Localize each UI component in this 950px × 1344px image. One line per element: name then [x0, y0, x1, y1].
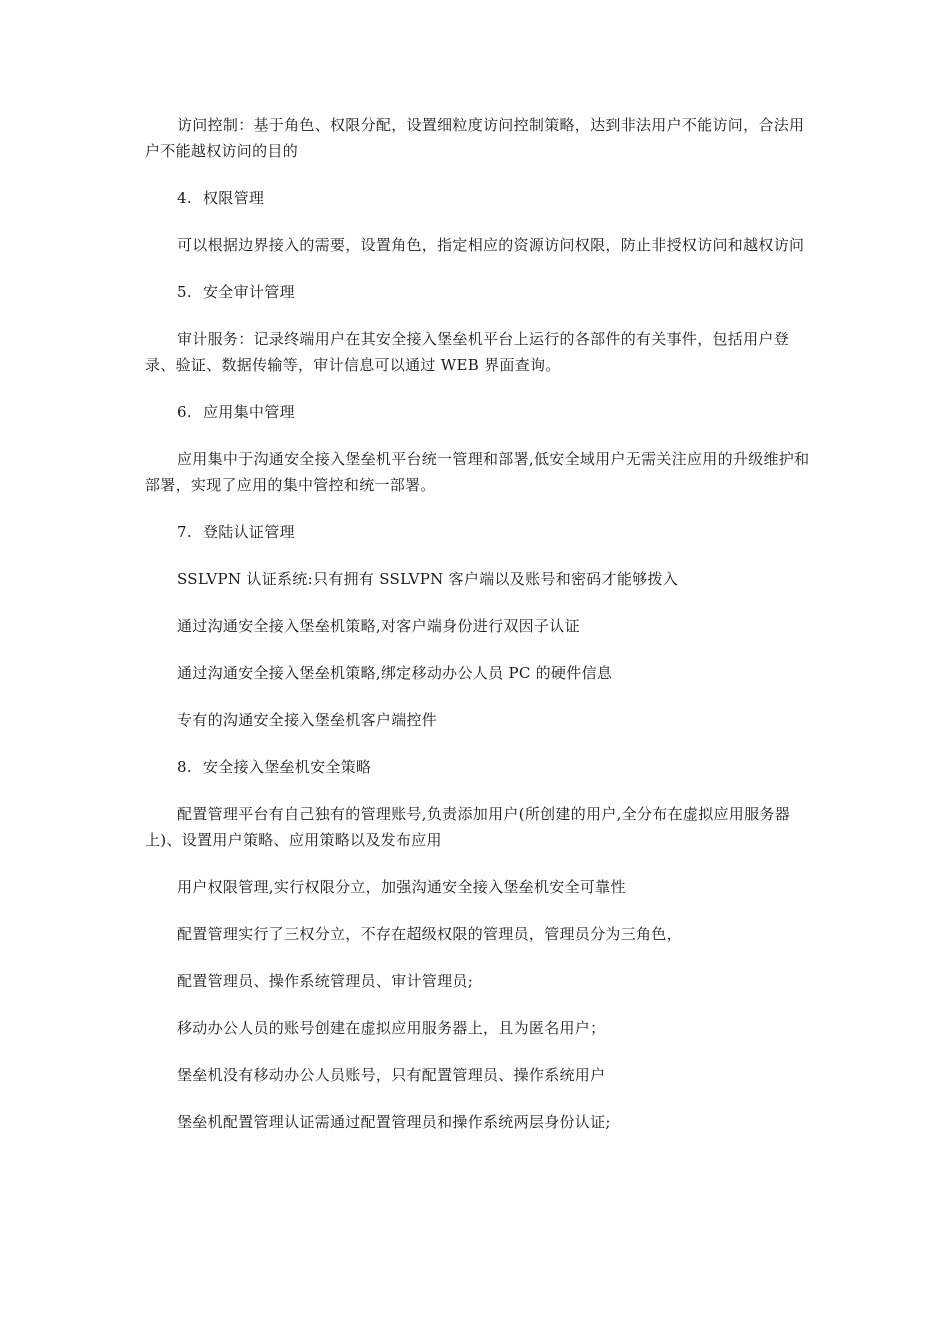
- paragraph-client-control: 专有的沟通安全接入堡垒机客户端控件: [177, 711, 438, 729]
- heading-permission-management: [145, 185, 810, 211]
- paragraph-no-mobile-accounts: 堡垒机没有移动办公人员账号，只有配置管理员、操作系统用户: [177, 1066, 606, 1084]
- heading-security-audit: [145, 279, 810, 305]
- heading-text: 登陆认证管理: [203, 523, 295, 541]
- heading-number: 8.: [177, 758, 192, 776]
- document-body: [145, 112, 810, 1156]
- heading-bastion-policy: [145, 754, 810, 780]
- paragraph-audit-service: 审计服务：记录终端用户在其安全接入堡垒机平台上运行的各部件的有关事件，包括用户登录、验证、数据传输等，审计信息可以通过 WEB 界面查询。: [145, 330, 790, 374]
- heading-number: 4.: [177, 189, 192, 207]
- heading-number: 5.: [177, 283, 192, 301]
- paragraph-access-control: 访问控制：基于角色、权限分配，设置细粒度访问控制策略，达到非法用户不能访问，合法用户不能越权访问的目的: [145, 116, 805, 160]
- paragraph-permission-desc: 可以根据边界接入的需要，设置角色，指定相应的资源访问权限，防止非授权访问和越权访问: [177, 236, 805, 254]
- paragraph-anonymous-users: 移动办公人员的账号创建在虚拟应用服务器上，且为匿名用户；: [177, 1019, 606, 1037]
- paragraph-three-roles: 配置管理实行了三权分立，不存在超级权限的管理员，管理员分为三角色，: [177, 925, 682, 943]
- heading-text: 安全审计管理: [203, 283, 295, 301]
- heading-login-auth: [145, 519, 810, 545]
- heading-number: 6.: [177, 403, 192, 421]
- heading-number: 7.: [177, 523, 192, 541]
- paragraph-sslvpn: SSLVPN 认证系统:只有拥有 SSLVPN 客户端以及账号和密码才能够拨入: [177, 570, 679, 588]
- paragraph-two-layer-auth: 堡垒机配置管理认证需通过配置管理员和操作系统两层身份认证;: [177, 1113, 611, 1131]
- heading-text: 应用集中管理: [203, 403, 295, 421]
- heading-text: 权限管理: [203, 189, 265, 207]
- paragraph-two-factor: 通过沟通安全接入堡垒机策略,对客户端身份进行双因子认证: [177, 617, 580, 635]
- heading-app-centralized: [145, 399, 810, 425]
- paragraph-config-platform: 配置管理平台有自己独有的管理账号,负责添加用户(所创建的用户,全分布在虚拟应用服务器上)、设置用户策略、应用策略以及发布应用: [145, 805, 790, 849]
- paragraph-user-permission: 用户权限管理,实行权限分立，加强沟通安全接入堡垒机安全可靠性: [177, 878, 626, 896]
- paragraph-hardware-binding: 通过沟通安全接入堡垒机策略,绑定移动办公人员 PC 的硬件信息: [177, 664, 613, 682]
- paragraph-app-centralized-desc: 应用集中于沟通安全接入堡垒机平台统一管理和部署,低安全域用户无需关注应用的升级维护和部署，实现了应用的集中管控和统一部署。: [145, 450, 810, 494]
- paragraph-admin-roles: 配置管理员、操作系统管理员、审计管理员;: [177, 972, 474, 990]
- heading-text: 安全接入堡垒机安全策略: [203, 758, 372, 776]
